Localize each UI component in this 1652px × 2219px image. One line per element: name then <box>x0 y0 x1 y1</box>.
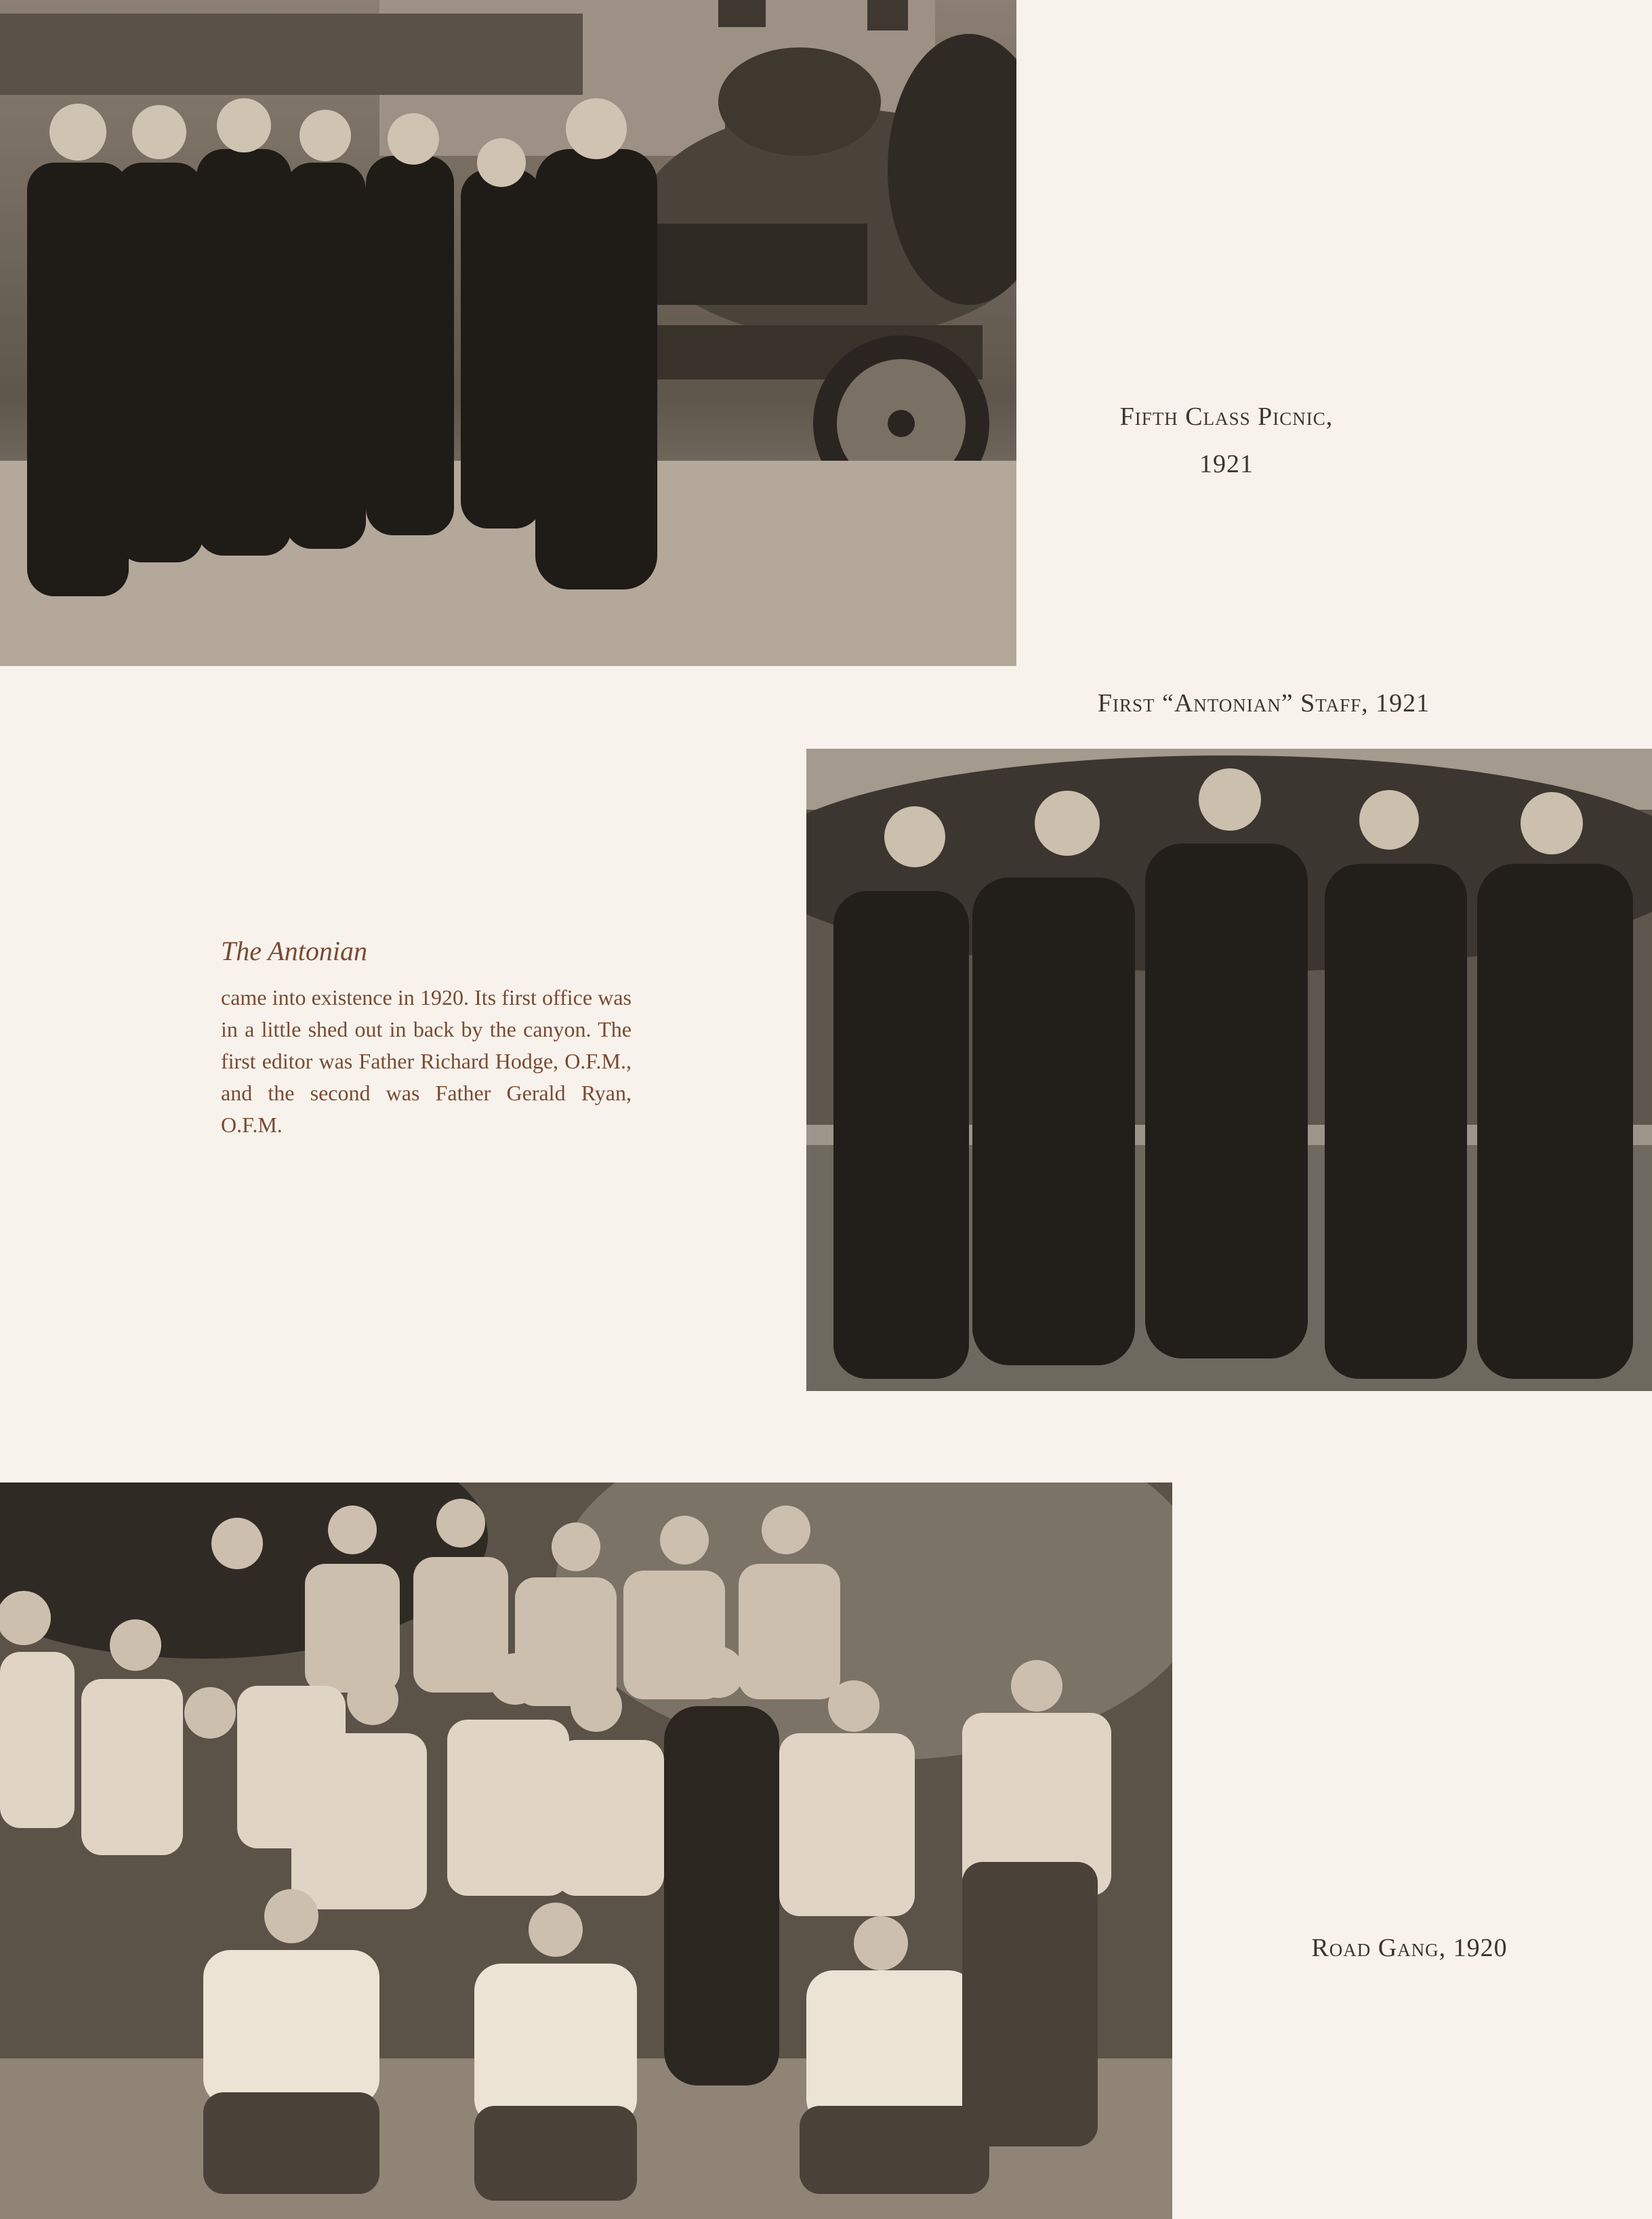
staff-photo-art <box>806 749 1652 1391</box>
article-body: came into existence in 1920. Its first office was in a little shed out in back by the canyon. The first editor was Father Richard Hodge, O.F.M., and the second was Father Gerald Ryan, O.F.M. <box>221 985 632 1137</box>
article-title: The Antonian <box>221 936 367 966</box>
road-gang-photo-art <box>0 1482 1172 2219</box>
picnic-photo-art <box>0 0 1016 666</box>
staff-caption: First “Antonian” Staff, 1921 <box>1097 689 1430 718</box>
article <box>221 935 632 1141</box>
picnic-caption-title: Fifth Class Picnic, <box>1119 402 1334 431</box>
picnic-photo <box>0 0 1016 666</box>
staff-photo <box>806 749 1652 1391</box>
picnic-caption <box>1071 393 1382 488</box>
picnic-caption-year: 1921 <box>1199 450 1254 478</box>
road-gang-photo <box>0 1482 1172 2219</box>
road-gang-caption: Road Gang, 1920 <box>1311 1934 1508 1962</box>
